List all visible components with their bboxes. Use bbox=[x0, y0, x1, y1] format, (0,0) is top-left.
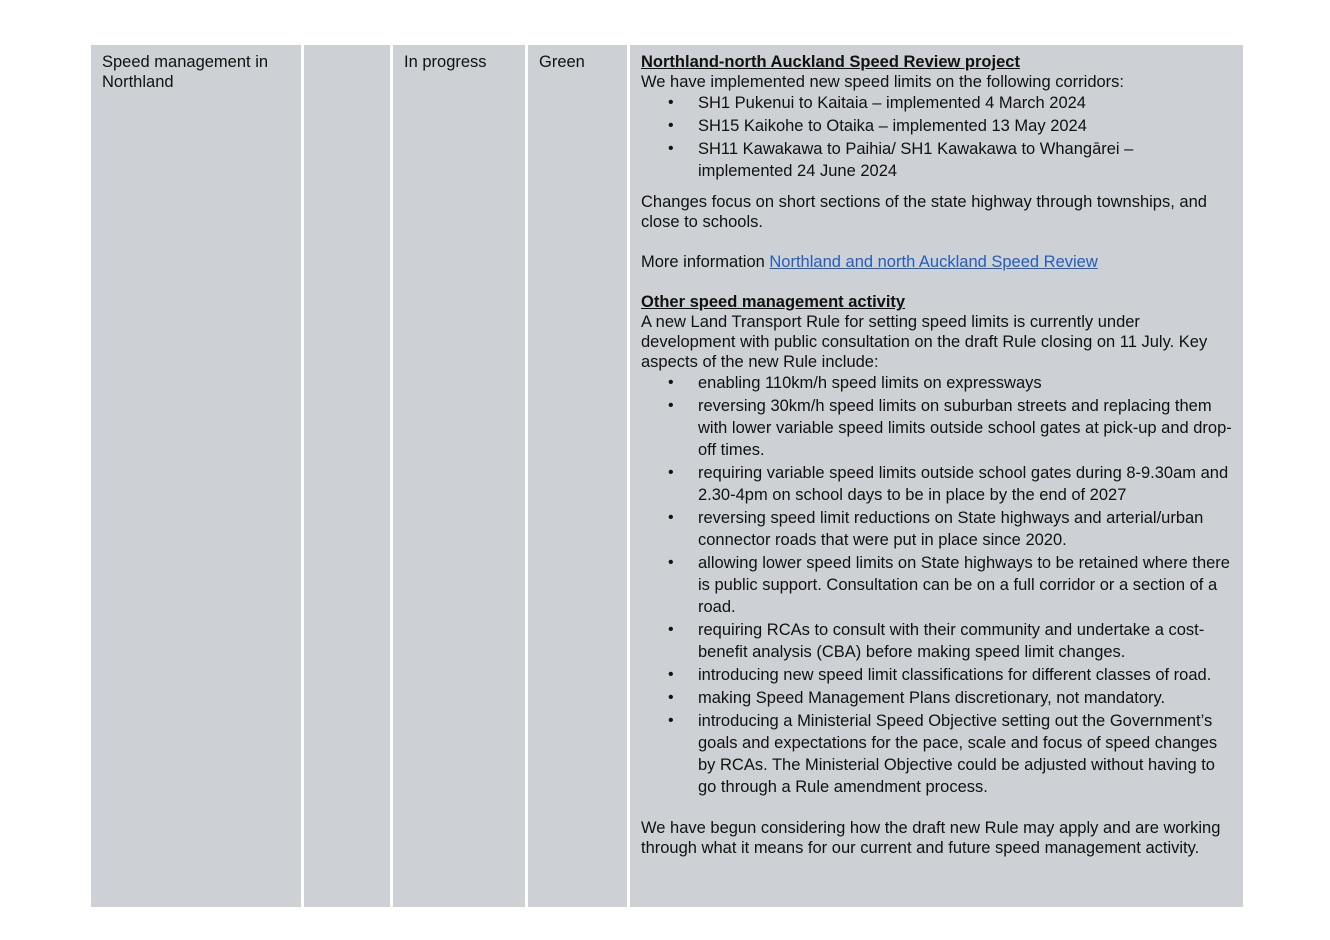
more-information bbox=[641, 252, 1232, 272]
table-row bbox=[91, 45, 1243, 907]
detail-cell bbox=[630, 45, 1243, 907]
rating-text: Green bbox=[539, 53, 585, 71]
list-item: • requiring variable speed limits outside school gates during 8-9.30am and 2.30-4pm on school days to be in place by the end of 2027 bbox=[641, 462, 1232, 506]
section1-focus: Changes focus on short sections of the state highway through townships, and close to schools. bbox=[641, 193, 1207, 231]
speed-review-link[interactable]: Northland and north Auckland Speed Review bbox=[769, 253, 1098, 271]
rule-aspects-list bbox=[641, 372, 1232, 798]
list-item: • reversing speed limit reductions on State highways and arterial/urban connector roads that were put in place since 2020. bbox=[641, 507, 1232, 551]
list-item: • enabling 110km/h speed limits on expressways bbox=[641, 372, 1232, 394]
section-heading-speed-review: Northland-north Auckland Speed Review project bbox=[641, 53, 1020, 71]
list-item: • requiring RCAs to consult with their community and undertake a cost-benefit analysis (CBA) before making speed limit changes. bbox=[641, 619, 1232, 663]
section1-intro: We have implemented new speed limits on the following corridors: bbox=[641, 73, 1125, 91]
list-item: • introducing a Ministerial Speed Objective setting out the Government’s goals and expectations for the pace, scale and focus of speed changes by RCAs. The Ministerial Objective could be adjusted without having to go through a Rule amendment process. bbox=[641, 710, 1232, 798]
list-item: • introducing new speed limit classifications for different classes of road. bbox=[641, 664, 1232, 686]
section-heading-other-activity: Other speed management activity bbox=[641, 293, 906, 311]
section2-closing: We have begun considering how the draft new Rule may apply and are working through what it means for our current and future speed management activity. bbox=[641, 819, 1221, 857]
item-name: Speed management in Northland bbox=[102, 53, 269, 91]
empty-cell bbox=[304, 45, 390, 907]
more-info-prefix: More information bbox=[641, 253, 770, 271]
list-item: • reversing 30km/h speed limits on suburban streets and replacing them with lower variable speed limits outside school gates at pick-up and drop-off times. bbox=[641, 395, 1232, 461]
rating-cell bbox=[528, 45, 627, 907]
list-item: • SH15 Kaikohe to Otaika – implemented 13 May 2024 bbox=[641, 115, 1232, 137]
list-item: • making Speed Management Plans discretionary, not mandatory. bbox=[641, 687, 1232, 709]
corridor-list bbox=[641, 92, 1232, 182]
list-item: • SH1 Pukenui to Kaitaia – implemented 4 March 2024 bbox=[641, 92, 1232, 114]
status-text: In progress bbox=[404, 53, 487, 71]
list-item: • SH11 Kawakawa to Paihia/ SH1 Kawakawa to Whangārei – implemented 24 June 2024 bbox=[641, 138, 1232, 182]
item-cell bbox=[91, 45, 301, 907]
section2-intro: A new Land Transport Rule for setting speed limits is currently under development with public consultation on the draft Rule closing on 11 July. Key aspects of the new Rule include: bbox=[641, 313, 1208, 371]
status-cell bbox=[393, 45, 525, 907]
list-item: • allowing lower speed limits on State highways to be retained where there is public support. Consultation can be on a full corridor or a section of a road. bbox=[641, 552, 1232, 618]
